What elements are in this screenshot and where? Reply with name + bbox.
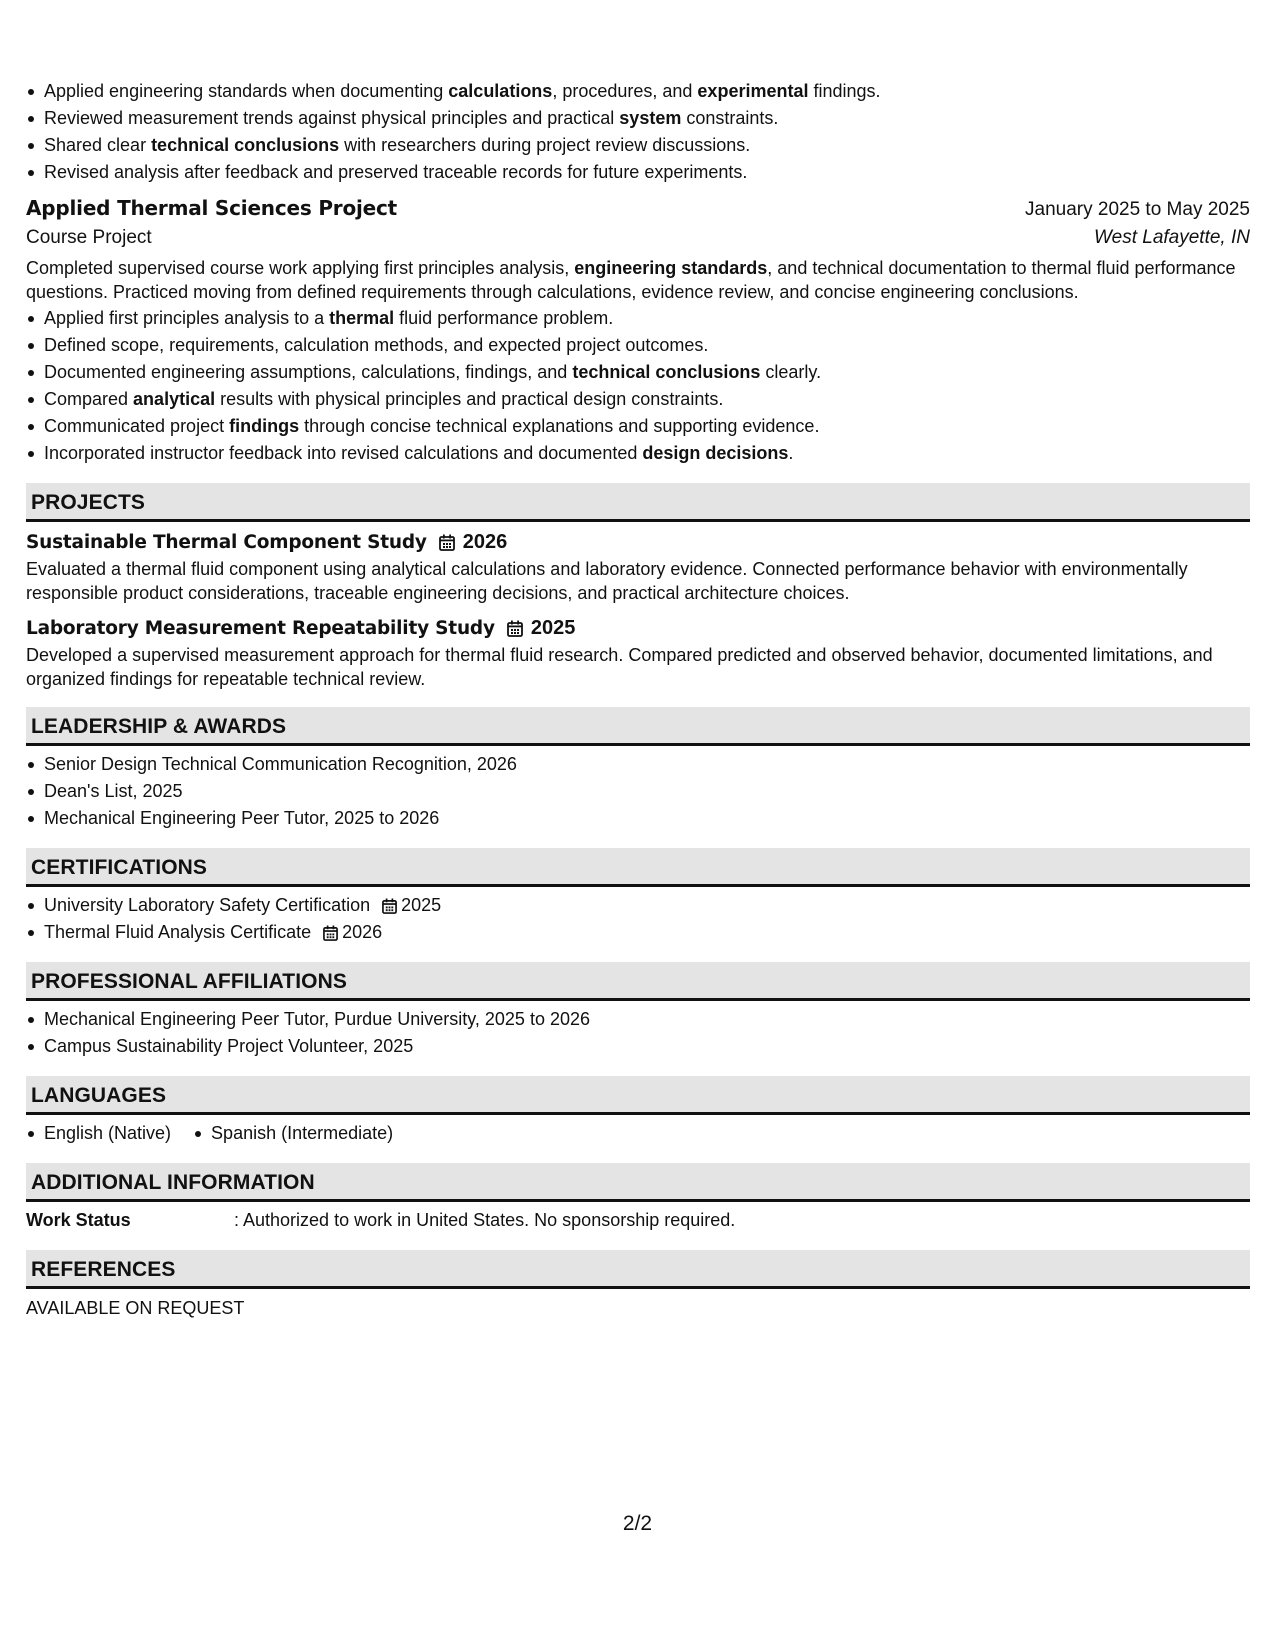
list-item: Reviewed measurement trends against physical principles and practical system constraints.: [26, 105, 1250, 132]
languages-list: [26, 1120, 1250, 1147]
section-heading: LANGUAGES: [26, 1076, 1250, 1115]
experience-bullets: [26, 78, 1250, 186]
list-item: Defined scope, requirements, calculation methods, and expected project outcomes.: [26, 332, 1250, 359]
section-heading: LEADERSHIP & AWARDS: [26, 707, 1250, 746]
project-title: [26, 617, 1250, 640]
entry-location: West Lafayette, IN: [1094, 227, 1250, 248]
languages-section: [26, 1076, 1250, 1147]
list-item: Campus Sustainability Project Volunteer, 2025: [26, 1033, 1250, 1060]
calendar-icon: [323, 925, 338, 941]
list-item: Applied engineering standards when documenting calculations, procedures, and experimental findings.: [26, 78, 1250, 105]
list-item: Dean's List, 2025: [26, 778, 1250, 805]
list-item: Applied first principles analysis to a thermal fluid performance problem.: [26, 305, 1250, 332]
entry-dates: January 2025 to May 2025: [1025, 199, 1250, 220]
bold-keyword: technical conclusions: [572, 362, 761, 382]
certifications-section: [26, 848, 1250, 946]
project-year: 2025: [530, 617, 576, 639]
section-heading: REFERENCES: [26, 1250, 1250, 1289]
list-item: Mechanical Engineering Peer Tutor, Purdue University, 2025 to 2026: [26, 1006, 1250, 1033]
bold-keyword: design decisions: [642, 443, 789, 463]
bold-keyword: engineering standards: [574, 258, 768, 278]
certification-year: 2026: [342, 922, 383, 942]
certification-name: University Laboratory Safety Certification: [44, 895, 371, 915]
list-item: English (Native): [26, 1120, 171, 1147]
project-name: Laboratory Measurement Repeatability Study: [26, 618, 495, 639]
project-name: Sustainable Thermal Component Study: [26, 532, 427, 553]
bold-keyword: calculations: [448, 81, 553, 101]
certifications-list: [26, 892, 1250, 946]
work-status-label: Work Status: [26, 1210, 131, 1230]
list-item: Compared analytical results with physical principles and practical design constraints.: [26, 386, 1250, 413]
list-item: Communicated project findings through concise technical explanations and supporting evidence.: [26, 413, 1250, 440]
projects-section: [26, 483, 1250, 691]
work-status-row: [26, 1207, 1250, 1234]
section-heading: CERTIFICATIONS: [26, 848, 1250, 887]
list-item: Senior Design Technical Communication Recognition, 2026: [26, 751, 1250, 778]
calendar-icon: [382, 898, 397, 914]
certification-year: 2025: [401, 895, 442, 915]
project-description: Developed a supervised measurement approach for thermal fluid research. Compared predicted and observed behavior, documented limitations, and organized findings for repeatable technical review.: [26, 645, 1213, 689]
list-item: Shared clear technical conclusions with researchers during project review discussions.: [26, 132, 1250, 159]
work-status-value: : Authorized to work in United States. No sponsorship required.: [234, 1210, 736, 1230]
project-title: [26, 531, 1250, 554]
list-item: Mechanical Engineering Peer Tutor, 2025 to 2026: [26, 805, 1250, 832]
bold-keyword: experimental: [697, 81, 809, 101]
resume-page: [26, 78, 1250, 1322]
entry-summary: Completed supervised course work applying first principles analysis, engineering standards, and technical documentation to thermal fluid performance questions. Practiced moving from defined requirements through calculations, evidence review, and concise engineering conclusions.: [26, 258, 1236, 302]
leadership-section: [26, 707, 1250, 832]
additional-info-section: [26, 1163, 1250, 1234]
affiliations-section: [26, 962, 1250, 1060]
bold-keyword: analytical: [133, 389, 216, 409]
calendar-icon: [439, 534, 455, 551]
bold-keyword: findings: [229, 416, 300, 436]
entry-bullets: [26, 305, 1250, 467]
list-item: Spanish (Intermediate): [193, 1120, 393, 1147]
affiliations-list: [26, 1006, 1250, 1060]
list-item: [26, 919, 1250, 946]
section-heading: ADDITIONAL INFORMATION: [26, 1163, 1250, 1202]
section-heading: PROFESSIONAL AFFILIATIONS: [26, 962, 1250, 1001]
course-project-entry: [26, 196, 1250, 467]
entry-title: Applied Thermal Sciences Project: [26, 196, 398, 220]
references-text: AVAILABLE ON REQUEST: [26, 1298, 245, 1318]
list-item: [26, 892, 1250, 919]
bold-keyword: thermal: [329, 308, 395, 328]
list-item: Revised analysis after feedback and preserved traceable records for future experiments.: [26, 159, 1250, 186]
bold-keyword: technical conclusions: [151, 135, 340, 155]
project-description: Evaluated a thermal fluid component using analytical calculations and laboratory evidence. Connected performance behavior with environmentally responsible product considerations, traceable engineering decisions, and practical architecture choices.: [26, 559, 1188, 603]
entry-type: Course Project: [26, 227, 152, 248]
calendar-icon: [507, 620, 523, 637]
section-heading: PROJECTS: [26, 483, 1250, 522]
certification-name: Thermal Fluid Analysis Certificate: [44, 922, 312, 942]
leadership-list: [26, 751, 1250, 832]
bold-keyword: system: [619, 108, 682, 128]
page-number: 2/2: [622, 1512, 653, 1535]
list-item: Incorporated instructor feedback into revised calculations and documented design decisions.: [26, 440, 1250, 467]
project-year: 2026: [462, 531, 508, 553]
list-item: Documented engineering assumptions, calculations, findings, and technical conclusions clearly.: [26, 359, 1250, 386]
references-section: [26, 1250, 1250, 1322]
